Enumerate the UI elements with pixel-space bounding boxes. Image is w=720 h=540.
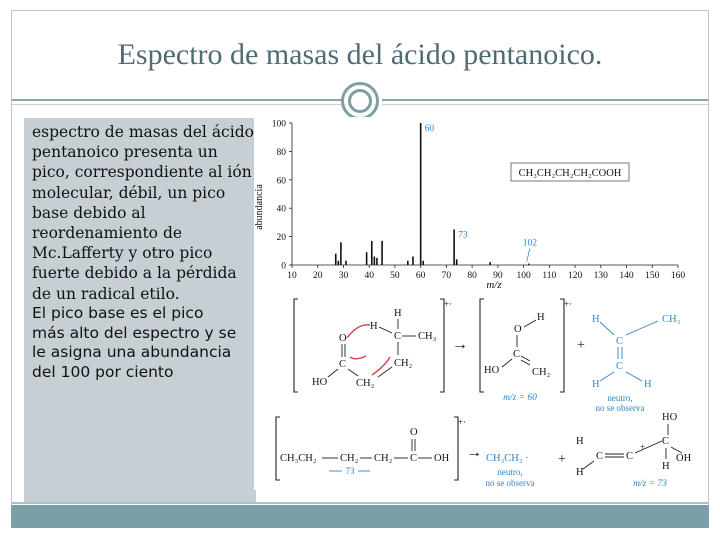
peak-label-60: 60 <box>424 124 435 134</box>
footer-stripe <box>11 502 709 504</box>
reaction-arrow-1: → <box>452 336 468 353</box>
chain-ch2-b: CH₂ <box>374 453 393 464</box>
product-3-mz: m/z = 73 <box>633 479 667 489</box>
mass-spectrum-chart <box>254 120 685 292</box>
title-circle-ornament <box>341 82 379 120</box>
peak-label-102: 102 <box>522 238 537 249</box>
chain-oh: OH <box>434 453 450 464</box>
chain-c: C <box>410 453 418 464</box>
product-3-c2: C <box>626 451 634 462</box>
y-tick-label: 80 <box>276 147 286 158</box>
paragraph-base-peak: El pico base es el pico más alto del espectro y se le asigna una abundancia del 100 por ciento <box>32 304 237 381</box>
product-3-h2: H <box>576 467 584 478</box>
chain-charge: +· <box>458 417 467 427</box>
text-panel <box>24 118 256 504</box>
title-circle-inner <box>348 89 372 113</box>
x-tick-label: 120 <box>567 271 583 281</box>
atom-h-top: H <box>394 308 402 319</box>
y-axis-label: abundancia <box>254 184 265 230</box>
electron-arrow-2 <box>350 356 366 359</box>
product-2-note-2: no se observa <box>595 403 645 413</box>
spectrum-peaks <box>336 123 529 265</box>
cleavage-label: 73 <box>345 466 355 476</box>
product-1-ho: HO <box>484 365 500 376</box>
atom-ch2-bottom: CH₂ <box>356 378 375 389</box>
reaction-arrow-2: → <box>466 444 482 461</box>
x-tick-label: 140 <box>619 271 634 281</box>
y-axis-ticks <box>272 120 292 272</box>
title-rule-thin-left <box>12 104 342 105</box>
title-rule-thin-right <box>382 104 708 105</box>
bracket-right <box>440 299 444 392</box>
product-1-c: C <box>513 349 521 360</box>
chain-ch2-a: CH₂ <box>340 453 359 464</box>
x-tick-label: 50 <box>390 271 400 281</box>
x-tick-label: 10 <box>287 271 297 281</box>
product-1-mz: m/z = 60 <box>503 393 537 403</box>
alpha-cleavage-mechanism <box>276 412 692 489</box>
y-tick-label: 40 <box>276 204 286 215</box>
structure-label: CH₃CH₂CH₂CH₂COOH <box>518 168 622 179</box>
x-tick-label: 90 <box>493 271 503 281</box>
title-rule-left <box>12 99 342 101</box>
x-axis-label: m/z <box>486 279 502 291</box>
peak-labels <box>425 124 538 262</box>
paragraph-spectrum-description: espectro de masas del ácido pentanoico presenta un pico, correspondiente al ión molecular, débil, un pico base debido al reordenamiento de Mc.Lafferty y otro pico fuerte debido a la pérdida de un radical etilo. <box>32 123 254 303</box>
product-2-note-1: neutro, <box>607 393 633 403</box>
peak-label-leader-102 <box>527 249 530 262</box>
alkene-fragment <box>592 314 681 390</box>
atom-c-h: C <box>394 331 402 342</box>
x-tick-label: 150 <box>645 271 660 281</box>
product-2-c2: C <box>616 361 624 372</box>
product-3-c-top: C <box>662 436 670 447</box>
product-1-o: O <box>514 324 522 335</box>
product-3-oh: OH <box>676 453 692 464</box>
product-2-h1: H <box>592 314 600 325</box>
atom-ch2-right: CH₂ <box>394 358 413 369</box>
ethyl-radical: CH₃CH₂ · <box>486 453 529 464</box>
product-2-ch3: CH₃ <box>662 314 681 325</box>
electron-arrow-3 <box>372 357 390 375</box>
product-2-c1: C <box>616 336 624 347</box>
peak-label-73: 73 <box>458 230 468 241</box>
footer-bar <box>11 505 709 528</box>
product-3-h1: H <box>576 436 584 447</box>
product-1-h: H <box>537 312 545 323</box>
reactant-charge: +· <box>444 299 453 309</box>
atom-ch3-reactant: CH₃ <box>418 331 437 342</box>
product-1-charge: +· <box>564 299 573 309</box>
y-tick-label: 100 <box>271 119 286 130</box>
y-tick-label: 20 <box>276 233 286 244</box>
atom-h-mid: H <box>370 321 378 332</box>
x-tick-label: 160 <box>670 271 686 281</box>
chain-o-double: O <box>410 427 418 438</box>
x-tick-label: 110 <box>542 271 557 281</box>
x-tick-label: 20 <box>312 271 323 281</box>
product-2-h3: H <box>644 379 652 390</box>
plus-1: + <box>577 338 585 353</box>
x-tick-label: 70 <box>441 271 452 281</box>
product-3-charge: + <box>640 442 646 452</box>
x-tick-label: 30 <box>338 271 349 281</box>
product-3-ho: HO <box>662 412 678 423</box>
x-tick-label: 40 <box>364 271 374 281</box>
slide-title: Espectro de masas del ácido pentanoico. <box>117 38 603 71</box>
x-tick-label: 80 <box>467 271 477 281</box>
product-1-ch2: CH₂ <box>532 367 551 378</box>
y-tick-label: 0 <box>281 261 286 272</box>
atom-o-double: O <box>339 333 347 344</box>
product-3-c1: C <box>596 451 604 462</box>
bracket-left <box>294 299 298 392</box>
spectrum-figure <box>254 117 704 490</box>
y-tick-label: 60 <box>276 176 286 187</box>
electron-arrow-1 <box>347 325 370 338</box>
x-tick-label: 130 <box>593 271 608 281</box>
x-tick-label: 60 <box>415 271 426 281</box>
product-3-h3: H <box>662 461 670 472</box>
title-rule-right <box>382 99 708 101</box>
chain-ch3ch2: CH₃CH₂ <box>280 453 317 464</box>
radical-note-2: no se observa <box>485 478 535 488</box>
plus-2: + <box>558 452 566 467</box>
atom-ho-reactant: HO <box>312 377 328 388</box>
atom-c-acid: C <box>339 359 347 370</box>
mclafferty-mechanism <box>294 299 681 413</box>
figure-svg <box>254 117 704 490</box>
product-2-h2: H <box>592 379 600 390</box>
x-tick-label: 100 <box>516 271 531 281</box>
radical-note-1: neutro, <box>497 467 523 477</box>
